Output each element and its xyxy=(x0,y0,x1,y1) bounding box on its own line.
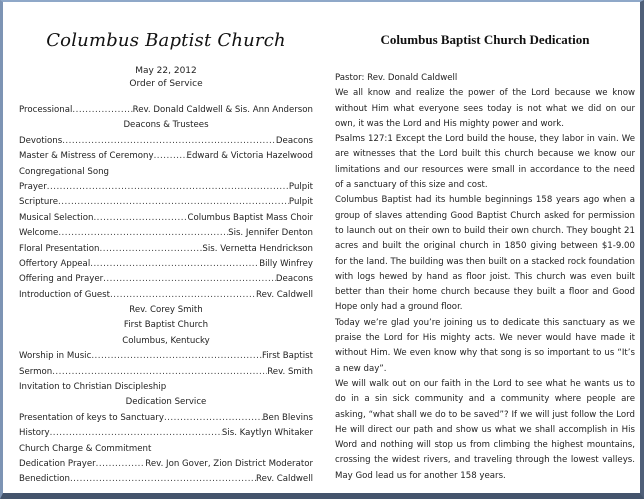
program-item-participant: Deacons xyxy=(275,135,313,146)
program-item-label: Rev. Corey Smith xyxy=(129,305,203,316)
program-item-participant: Rev. Caldwell xyxy=(256,474,313,485)
dot-leader xyxy=(52,365,267,380)
dedication-body xyxy=(335,71,635,484)
program-item-label: Offering and Prayer xyxy=(19,274,104,285)
program-entry xyxy=(19,457,313,472)
program-entry xyxy=(19,195,313,210)
program-entry xyxy=(19,288,313,303)
program-item-participant: Sis. Kaytlyn Whitaker xyxy=(221,428,313,439)
program-item-label: Sermon xyxy=(19,366,53,377)
program-item-label: First Baptist Church xyxy=(123,320,209,331)
dot-leader xyxy=(72,103,132,118)
dot-leader xyxy=(99,242,202,257)
program-entry xyxy=(19,472,313,487)
program-item-label: Deacons & Trustees xyxy=(123,120,209,131)
program-item-participant: Deacons xyxy=(275,274,313,285)
dot-leader xyxy=(50,426,222,441)
program-item-label: Church Charge & Commitment xyxy=(19,443,152,454)
dedication-page xyxy=(335,2,635,493)
program-item-participant: Pulpit xyxy=(288,181,313,192)
program-item xyxy=(19,165,313,180)
paragraph: We will walk out on our faith in the Lord to see what he wants us to do in a sin sick community and a community where people are asking, “what shall we do to be saved”? If we will just follow the Lord He will direct our path and show us what we shall accomplish in His Word and nothing will stop us from climbing the highest mountains, crossing the widest rivers, and traveling through the lowest valleys. May God lead us for another 158 years. xyxy=(335,378,635,481)
order-of-service-heading: Order of Service xyxy=(129,79,203,89)
program-item-label: Congregational Song xyxy=(19,166,109,177)
dot-leader xyxy=(91,349,262,364)
program-item-participant: Sis. Vernetta Hendrickson xyxy=(202,243,313,254)
service-date: May 22, 2012 xyxy=(135,66,197,76)
program-item-participant: Rev. Caldwell xyxy=(256,289,313,300)
program-entry xyxy=(19,149,313,164)
dedication-title: Columbus Baptist Church Dedication xyxy=(380,32,590,47)
program-entry xyxy=(19,426,313,441)
program-item-label: Devotions xyxy=(19,135,63,146)
program-entry xyxy=(19,257,313,272)
program-item-label: Introduction of Guest xyxy=(19,289,111,300)
dot-leader xyxy=(164,411,263,426)
program-item-label: Master & Mistress of Ceremony xyxy=(19,151,154,162)
dot-leader xyxy=(93,211,187,226)
program-item-participant: Sis. Jennifer Denton xyxy=(228,228,313,239)
program-item-participant: Ben Blevins xyxy=(262,412,313,423)
program-entry xyxy=(19,272,313,287)
church-title: Columbus Baptist Church xyxy=(46,30,286,51)
program-centered-line xyxy=(19,334,313,349)
program-item-label: Invitation to Christian Discipleship xyxy=(19,382,167,393)
paragraph: Today we’re glad you’re joining us to dedicate this sanctuary as we praise the Lord for His mighty acts. We never would have made it without Him. We even know why that song is so important to us “It’s a new day”. xyxy=(335,317,635,374)
dot-leader xyxy=(90,257,259,272)
paragraph: Columbus Baptist had its humble beginnings 158 years ago when a group of slaves attending Good Baptist Church asked for permission to launch out on their own to build their own church. They bought 21 acres and built the original church in 1850 giving between $1-9.00 for the land. The building was then built on a stacked rock foundation with logs hewed by hand as floor joist. This church was even built better than their home church because they built a floor and Good Hope only had a ground floor. xyxy=(335,195,635,313)
program-item-participant: Billy Winfrey xyxy=(259,258,313,269)
dot-leader xyxy=(47,180,289,195)
program-item-participant: Columbus Baptist Mass Choir xyxy=(187,212,313,223)
program-entry xyxy=(19,349,313,364)
program-item-label: Floral Presentation xyxy=(19,243,100,254)
program-entry xyxy=(19,180,313,195)
program-entry xyxy=(19,226,313,241)
program-entry xyxy=(19,211,313,226)
program-item-participant: Pulpit xyxy=(288,197,313,208)
program-item-label: Benediction xyxy=(19,474,70,485)
dot-leader xyxy=(70,472,256,487)
program-item-label: Columbus, Kentucky xyxy=(122,335,210,346)
program-item-label: Scripture xyxy=(19,197,59,208)
dot-leader xyxy=(96,457,146,472)
dot-leader xyxy=(154,149,187,164)
dot-leader xyxy=(58,195,289,210)
program-entry xyxy=(19,103,313,118)
program-item-participant: Rev. Donald Caldwell & Sis. Ann Anderson xyxy=(132,105,313,115)
program-centered-line xyxy=(19,303,313,318)
dot-leader xyxy=(103,272,276,287)
program-item xyxy=(19,442,313,457)
dot-leader xyxy=(58,226,228,241)
program-item xyxy=(19,380,313,395)
program-item-label: Welcome xyxy=(19,228,59,239)
program-item-participant: Rev. Smith xyxy=(267,366,313,377)
program-item-label: Dedication Prayer xyxy=(19,458,96,469)
program-item-label: Presentation of keys to Sanctuary xyxy=(19,412,164,423)
pastor-line: Pastor: Rev. Donald Caldwell xyxy=(335,73,458,83)
dot-leader xyxy=(110,288,256,303)
order-of-service-page xyxy=(19,2,313,493)
program-item-label: Prayer xyxy=(19,181,47,192)
program-centered-line xyxy=(19,118,313,133)
program-item-label: Musical Selection xyxy=(19,212,94,223)
program-entry xyxy=(19,242,313,257)
program-entry xyxy=(19,134,313,149)
program-centered-line xyxy=(19,395,313,410)
program-item-label: Dedication Service xyxy=(125,397,207,408)
program-item-label: History xyxy=(19,428,50,439)
program-item-label: Offertory Appeal xyxy=(19,258,91,269)
dot-leader xyxy=(62,134,276,149)
program-centered-line xyxy=(19,318,313,333)
paragraph: We all know and realize the power of the Lord because we know without Him what everyone sees today is not what we did on our own, it was the Lord and His mighty power and work. xyxy=(335,88,635,129)
program-item-label: Worship in Music xyxy=(19,351,92,362)
paragraph: Psalms 127:1 Except the Lord build the house, they labor in vain. We are witnesses that the Lord built this church because we know our limitations and our resources were small in accordance to the need of a sanctuary of this size and cost. xyxy=(335,134,635,191)
program-item-label: Processional xyxy=(19,105,73,115)
program-item-participant: Rev. Jon Gover, Zion District Moderator xyxy=(145,458,313,469)
service-program-list xyxy=(19,103,313,488)
program-item-participant: Edward & Victoria Hazelwood xyxy=(186,151,313,162)
program-item-participant: First Baptist xyxy=(261,351,313,362)
program-entry xyxy=(19,365,313,380)
program-entry xyxy=(19,411,313,426)
